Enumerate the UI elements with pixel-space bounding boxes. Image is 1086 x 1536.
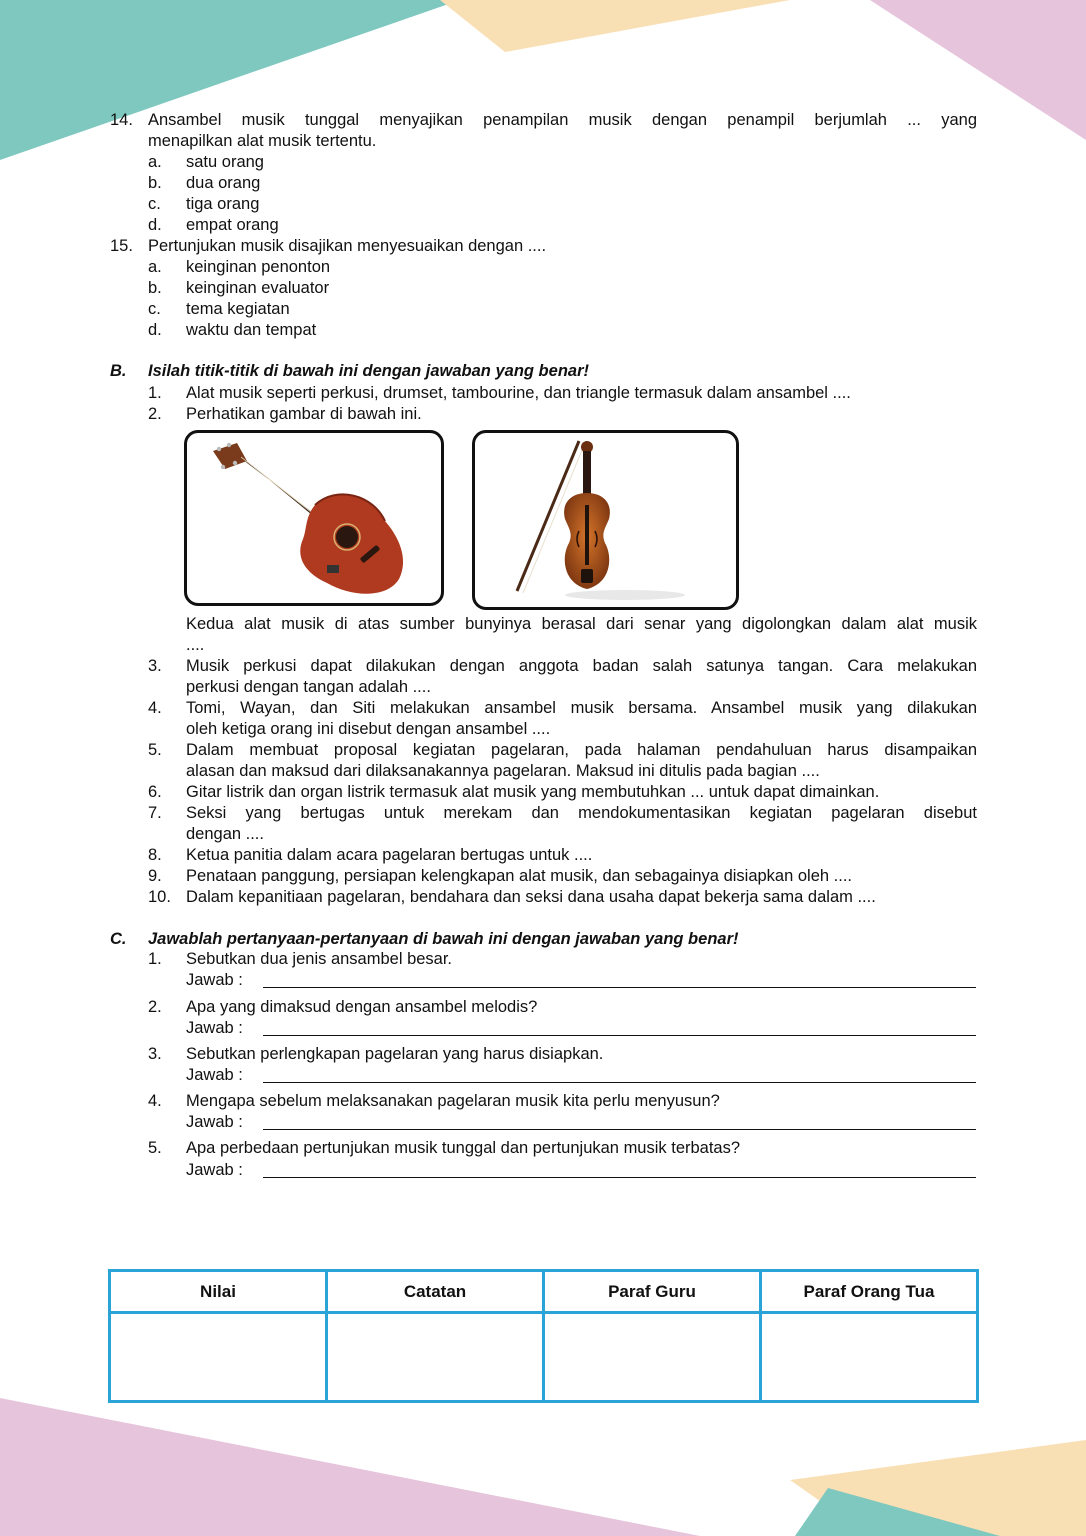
item-number: 1. xyxy=(148,950,162,968)
item-number: 6. xyxy=(148,783,162,801)
item-number: 2. xyxy=(148,998,162,1016)
question-14-number: 14. xyxy=(110,111,133,129)
item-number: 4. xyxy=(148,1092,162,1110)
guitar-image xyxy=(184,430,444,606)
question-text: Apa yang dimaksud dengan ansambel melodis? xyxy=(186,998,538,1016)
item-number: 9. xyxy=(148,867,162,885)
option-letter: d. xyxy=(148,321,162,339)
section-c-letter: C. xyxy=(110,930,127,948)
item-text: Perhatikan gambar di bawah ini. xyxy=(186,405,422,423)
option-text: empat orang xyxy=(186,216,279,234)
item-text-cont: perkusi dengan tangan adalah .... xyxy=(186,678,431,696)
option-text: tiga orang xyxy=(186,195,260,213)
item-text-cont: alasan dan maksud dari dilaksanakannya pagelaran. Maksud ini ditulis pada bagian .... xyxy=(186,762,820,780)
question-text: Sebutkan dua jenis ansambel besar. xyxy=(186,950,453,968)
answer-line[interactable] xyxy=(263,1035,976,1036)
option-text: tema kegiatan xyxy=(186,300,290,318)
violin-image xyxy=(472,430,739,610)
score-table xyxy=(108,1269,979,1403)
option-letter: a. xyxy=(148,258,162,276)
header-paraf-orang-tua: Paraf Orang Tua xyxy=(761,1271,978,1313)
answer-line[interactable] xyxy=(263,987,976,988)
item-text: Dalam membuat proposal kegiatan pagelaran, pada halaman pendahuluan harus disampaikan xyxy=(186,741,977,759)
answer-line[interactable] xyxy=(263,1129,976,1130)
header-paraf-guru: Paraf Guru xyxy=(544,1271,761,1313)
item-number: 7. xyxy=(148,804,162,822)
item-number: 4. xyxy=(148,699,162,717)
question-text: Apa perbedaan pertunjukan musik tunggal dan pertunjukan musik terbatas? xyxy=(186,1139,741,1157)
item-text-cont: dengan .... xyxy=(186,825,264,843)
answer-line[interactable] xyxy=(263,1177,976,1178)
catatan-cell[interactable] xyxy=(327,1313,544,1402)
question-14-text-cont: menapilkan alat musik tertentu. xyxy=(148,132,377,150)
section-b-letter: B. xyxy=(110,362,127,380)
question-text: Mengapa sebelum melaksanakan pagelaran musik kita perlu menyusun? xyxy=(186,1092,720,1110)
answer-label: Jawab : xyxy=(186,1066,243,1084)
item-text: Gitar listrik dan organ listrik termasuk alat musik yang membutuhkan ... untuk dapat dimainkan. xyxy=(186,783,880,801)
item-number: 2. xyxy=(148,405,162,423)
item-text: Alat musik seperti perkusi, drumset, tambourine, dan triangle termasuk dalam ansambel .... xyxy=(186,384,851,402)
score-table-header-row xyxy=(110,1271,978,1313)
item-text-cont: .... xyxy=(186,636,205,654)
score-table-input-row xyxy=(110,1313,978,1402)
question-15-number: 15. xyxy=(110,237,133,255)
question-14-text: Ansambel musik tunggal menyajikan penampilan musik dengan penampil berjumlah ... yang xyxy=(148,111,977,129)
item-number: 1. xyxy=(148,384,162,402)
item-text: Tomi, Wayan, dan Siti melakukan ansambel musik bersama. Ansambel musik yang dilakukan xyxy=(186,699,977,717)
violin-icon xyxy=(475,433,736,607)
item-text: Dalam kepanitiaan pagelaran, bendahara dan seksi dana usaha dapat bekerja sama dalam .... xyxy=(186,888,876,906)
paraf-orang-tua-cell[interactable] xyxy=(761,1313,978,1402)
answer-line[interactable] xyxy=(263,1082,976,1083)
item-text: Seksi yang bertugas untuk merekam dan mendokumentasikan kegiatan pagelaran disebut xyxy=(186,804,977,822)
question-15-text: Pertunjukan musik disajikan menyesuaikan dengan .... xyxy=(148,237,547,255)
answer-label: Jawab : xyxy=(186,1161,243,1179)
nilai-cell[interactable] xyxy=(110,1313,327,1402)
answer-label: Jawab : xyxy=(186,1019,243,1037)
header-nilai: Nilai xyxy=(110,1271,327,1313)
option-text: dua orang xyxy=(186,174,261,192)
item-text: Ketua panitia dalam acara pagelaran bertugas untuk .... xyxy=(186,846,593,864)
option-text: keinginan penonton xyxy=(186,258,331,276)
item-number: 5. xyxy=(148,1139,162,1157)
option-letter: b. xyxy=(148,279,162,297)
option-letter: b. xyxy=(148,174,162,192)
option-text: satu orang xyxy=(186,153,264,171)
item-text-cont: oleh ketiga orang ini disebut dengan ansambel .... xyxy=(186,720,551,738)
section-b-title: Isilah titik-titik di bawah ini dengan jawaban yang benar! xyxy=(148,362,589,380)
item-number: 3. xyxy=(148,657,162,675)
item-number: 5. xyxy=(148,741,162,759)
item-number: 10. xyxy=(148,888,171,906)
option-letter: d. xyxy=(148,216,162,234)
item-number: 3. xyxy=(148,1045,162,1063)
option-letter: c. xyxy=(148,300,161,318)
item-text: Musik perkusi dapat dilakukan dengan anggota badan salah satunya tangan. Cara melakukan xyxy=(186,657,977,675)
option-text: keinginan evaluator xyxy=(186,279,330,297)
answer-label: Jawab : xyxy=(186,1113,243,1131)
item-text: Penataan panggung, persiapan kelengkapan alat musik, dan sebagainya disiapkan oleh .... xyxy=(186,867,852,885)
section-c-title: Jawablah pertanyaan-pertanyaan di bawah ini dengan jawaban yang benar! xyxy=(148,930,739,948)
option-text: waktu dan tempat xyxy=(186,321,317,339)
item-number: 8. xyxy=(148,846,162,864)
guitar-icon xyxy=(187,433,441,603)
option-letter: a. xyxy=(148,153,162,171)
option-letter: c. xyxy=(148,195,161,213)
answer-label: Jawab : xyxy=(186,971,243,989)
header-catatan: Catatan xyxy=(327,1271,544,1313)
question-text: Sebutkan perlengkapan pagelaran yang harus disiapkan. xyxy=(186,1045,604,1063)
item-text: Kedua alat musik di atas sumber bunyinya berasal dari senar yang digolongkan dalam alat musik xyxy=(186,615,977,633)
paraf-guru-cell[interactable] xyxy=(544,1313,761,1402)
